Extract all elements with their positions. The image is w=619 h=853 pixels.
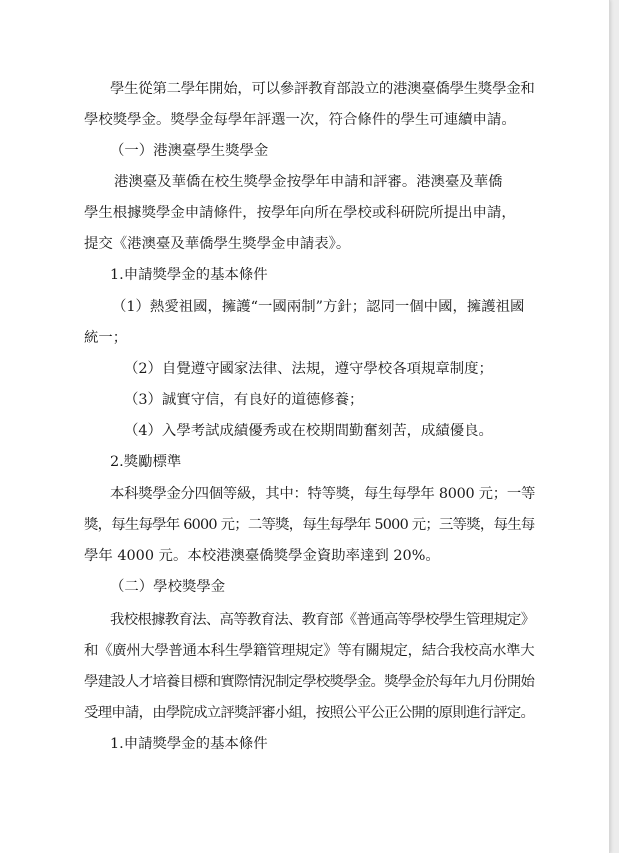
paragraph-line: 獎，每生每學年 6000 元；二等獎，每生每學年 5000 元；三等獎，每生每 [84, 517, 535, 533]
paragraph-line: 我校根據教育法、高等教育法、教育部《普通高等學校學生管理規定》 [110, 612, 535, 628]
list-item: （3）誠實守信，有良好的道德修養； [124, 392, 364, 408]
section-heading: （一）港澳臺學生獎學金 [110, 143, 269, 159]
paragraph-line: 學年 4000 元。本校港澳臺僑獎學金資助率達到 20%。 [84, 548, 440, 564]
paragraph-line: 受理申請，由學院成立評獎評審小組，按照公平公正公開的原則進行評定。 [84, 705, 535, 721]
subsection-heading: 1.申請獎學金的基本條件 [110, 736, 268, 752]
list-item: （2）自覺遵守國家法律、法規，遵守學校各項規章制度； [124, 361, 493, 377]
list-item-continuation: 統一； [84, 330, 128, 346]
paragraph-line: 和《廣州大學普通本科生學籍管理規定》等有關規定，結合我校高水準大 [84, 643, 535, 659]
subsection-heading: 2.獎勵標準 [110, 454, 182, 470]
paragraph-line: 學生根據獎學金申請條件，按學年向所在學校或科研院所提出申請， [84, 205, 516, 221]
paragraph-line: 學校獎學金。獎學金每學年評選一次，符合條件的學生可連續申請。 [84, 112, 516, 128]
paragraph-line: 港澳臺及華僑在校生獎學金按學年申請和評審。港澳臺及華僑 [114, 174, 503, 190]
list-item: （4）入學考試成績優秀或在校期間勤奮刻苦，成績優良。 [124, 423, 493, 439]
section-heading: （二）學校獎學金 [110, 579, 226, 595]
subsection-heading: 1.申請獎學金的基本條件 [110, 267, 268, 283]
paragraph-line: 學生從第二學年開始，可以參評教育部設立的港澳臺僑學生獎學金和 [110, 81, 535, 97]
paragraph-line: 本科獎學金分四個等級，其中：特等獎，每生每學年 8000 元；一等 [110, 486, 536, 502]
paragraph-line: 學建設人才培養目標和實際情況制定學校獎學金。獎學金於每年九月份開始 [84, 674, 535, 690]
paragraph-line: 提交《港澳臺及華僑學生獎學金申請表》。 [84, 236, 351, 252]
list-item: （1）熱愛祖國，擁護“一國兩制”方針；認同一個中國，擁護祖國 [112, 299, 525, 315]
